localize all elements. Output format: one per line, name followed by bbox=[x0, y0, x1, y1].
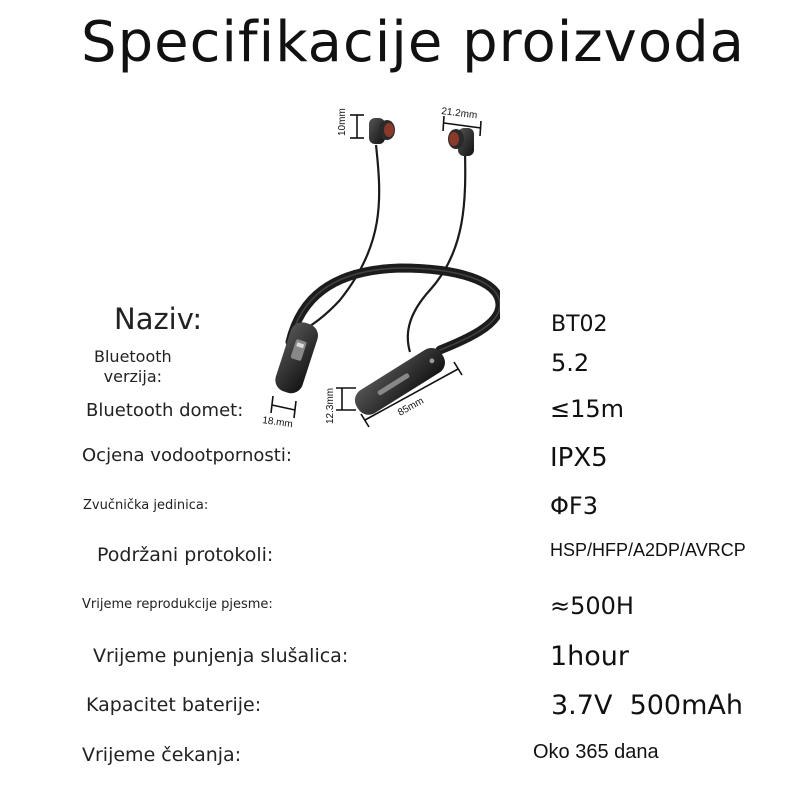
spec-value-kapacitet: 3.7V 500mAh bbox=[551, 690, 743, 721]
spec-value-vodootpornost: IPX5 bbox=[550, 443, 608, 473]
spec-label-vodootpornost: Ocjena vodootpornosti: bbox=[82, 445, 292, 466]
spec-label-bluetooth-domet: Bluetooth domet: bbox=[86, 400, 244, 421]
dim-ear-height: 10mm bbox=[337, 108, 348, 136]
spec-value-reprodukcija: ≈500H bbox=[550, 592, 634, 620]
dim-module-length: 85mm bbox=[396, 395, 426, 419]
dim-ear-width: 21.2mm bbox=[440, 106, 478, 122]
right-earbud bbox=[448, 128, 474, 156]
spec-label-punjenje: Vrijeme punjenja slušalica: bbox=[93, 645, 349, 667]
spec-label-reprodukcija: Vrijeme reprodukcije pjesme: bbox=[82, 597, 273, 612]
spec-value-bluetooth-verzija: 5.2 bbox=[551, 349, 590, 377]
page-title: Specifikacije proizvoda bbox=[81, 10, 745, 75]
spec-label-naziv: Naziv: bbox=[114, 302, 203, 336]
spec-value-zvucnicka-jedinica: ΦF3 bbox=[550, 492, 598, 520]
spec-value-protokoli: HSP/HFP/A2DP/AVRCP bbox=[550, 540, 746, 560]
spec-value-punjenje: 1hour bbox=[550, 641, 630, 672]
spec-label-zvucnicka-jedinica: Zvučnička jedinica: bbox=[83, 498, 209, 513]
spec-value-bluetooth-domet: ≤15m bbox=[550, 395, 625, 423]
left-battery-module bbox=[272, 319, 321, 396]
spec-label-protokoli: Podržani protokoli: bbox=[97, 544, 274, 566]
left-earbud bbox=[369, 118, 395, 144]
dim-module-height: 12.3mm bbox=[325, 387, 336, 424]
spec-value-cekanje: Oko 365 dana bbox=[533, 741, 659, 763]
neckband-earphones-image bbox=[250, 95, 500, 435]
spec-label-kapacitet: Kapacitet baterije: bbox=[86, 694, 262, 716]
spec-label-bluetooth-verzija: Bluetooth verzija: bbox=[94, 347, 172, 386]
spec-label-cekanje: Vrijeme čekanja: bbox=[82, 744, 242, 766]
spec-value-naziv: BT02 bbox=[551, 312, 608, 337]
dim-band-width: 18.mm bbox=[261, 415, 294, 431]
